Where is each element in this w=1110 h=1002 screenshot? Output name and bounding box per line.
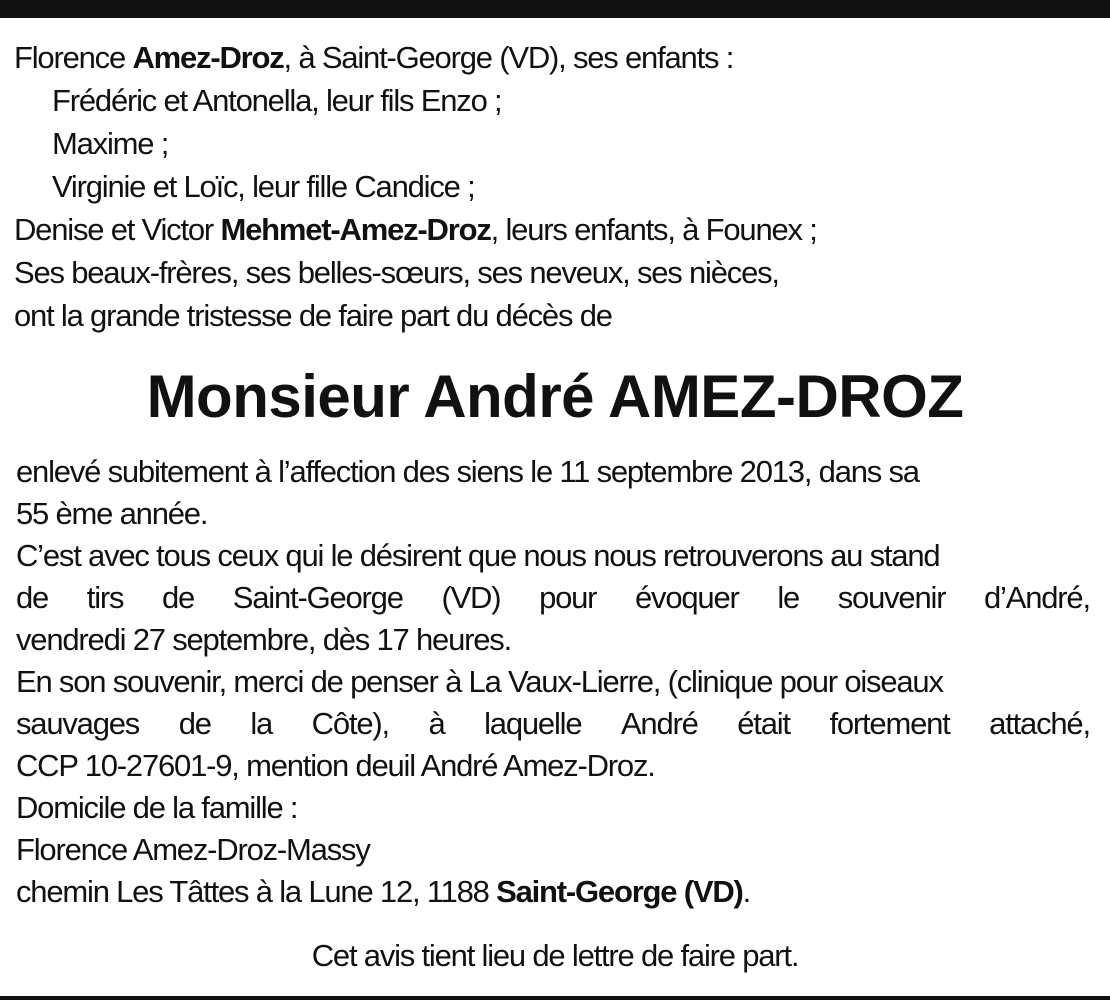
word: pour <box>539 580 597 615</box>
word: était <box>737 706 790 741</box>
text-segment: , leurs enfants, à Founex ; <box>490 212 817 247</box>
deceased-name-title: Monsieur André AMEZ-DROZ <box>146 363 964 430</box>
body-line-gathering-2 <box>16 578 1090 618</box>
word: à <box>428 706 445 741</box>
text-segment: chemin Les Tâttes à la Lune 12, 1188 <box>16 874 497 909</box>
word: Saint-George <box>232 580 403 615</box>
text-segment: , à Saint-George (VD), ses enfants : <box>283 40 734 75</box>
family-line-child-3: Virginie et Loïc, leur fille Candice ; <box>52 169 475 204</box>
word: (VD) <box>441 580 501 615</box>
word: la <box>250 706 273 741</box>
body-line-gathering-date: vendredi 27 septembre, dès 17 heures. <box>16 622 511 657</box>
domicile-address <box>16 872 750 912</box>
family-line-florence <box>14 38 733 78</box>
word: le <box>777 580 800 615</box>
closing-note: Cet avis tient lieu de lettre de faire part. <box>311 938 799 973</box>
word: de <box>178 706 211 741</box>
word: évoquer <box>635 580 739 615</box>
surname-bold: Amez-Droz <box>132 40 284 75</box>
word: laquelle <box>484 706 582 741</box>
word: de <box>162 580 195 615</box>
body-line-age: 55 ème année. <box>16 496 208 531</box>
domicile-label: Domicile de la famille : <box>16 790 298 825</box>
word: souvenir <box>837 580 946 615</box>
word: de <box>16 580 49 615</box>
word: sauvages <box>16 706 140 741</box>
text-segment: Denise et Victor <box>14 212 221 247</box>
body-line-donation-2 <box>16 704 1090 744</box>
family-line-child-2: Maxime ; <box>52 126 169 161</box>
word: Côte), <box>311 706 389 741</box>
body-line-death-date: enlevé subitement à l’affection des siens le 11 septembre 2013, dans sa <box>16 454 919 489</box>
top-border-bar <box>0 0 1110 18</box>
body-line-gathering-1: C’est avec tous ceux qui le désirent que nous nous retrouverons au stand <box>16 538 940 573</box>
word: tirs <box>86 580 124 615</box>
body-line-donation-1: En son souvenir, merci de penser à La Vaux-Lierre, (clinique pour oiseaux <box>16 664 943 699</box>
word: André <box>620 706 698 741</box>
text-segment: Florence <box>14 40 133 75</box>
surname-bold: Mehmet-Amez-Droz <box>220 212 491 247</box>
domicile-name: Florence Amez-Droz-Massy <box>16 832 370 867</box>
family-line-announcement: ont la grande tristesse de faire part du décès de <box>14 298 612 333</box>
word: fortement <box>829 706 950 741</box>
body-line-ccp: CCP 10-27601-9, mention deuil André Amez-Droz. <box>16 748 655 783</box>
family-line-child-1: Frédéric et Antonella, leur fils Enzo ; <box>52 83 502 118</box>
word: d’André, <box>984 580 1090 615</box>
word: attaché, <box>989 706 1090 741</box>
family-line-relatives: Ses beaux-frères, ses belles-sœurs, ses neveux, ses nièces, <box>14 255 779 290</box>
text-segment: . <box>742 874 751 909</box>
bottom-border-rule <box>0 996 1110 1000</box>
locality-bold: Saint-George (VD) <box>496 874 743 909</box>
family-line-denise-victor <box>14 210 817 250</box>
